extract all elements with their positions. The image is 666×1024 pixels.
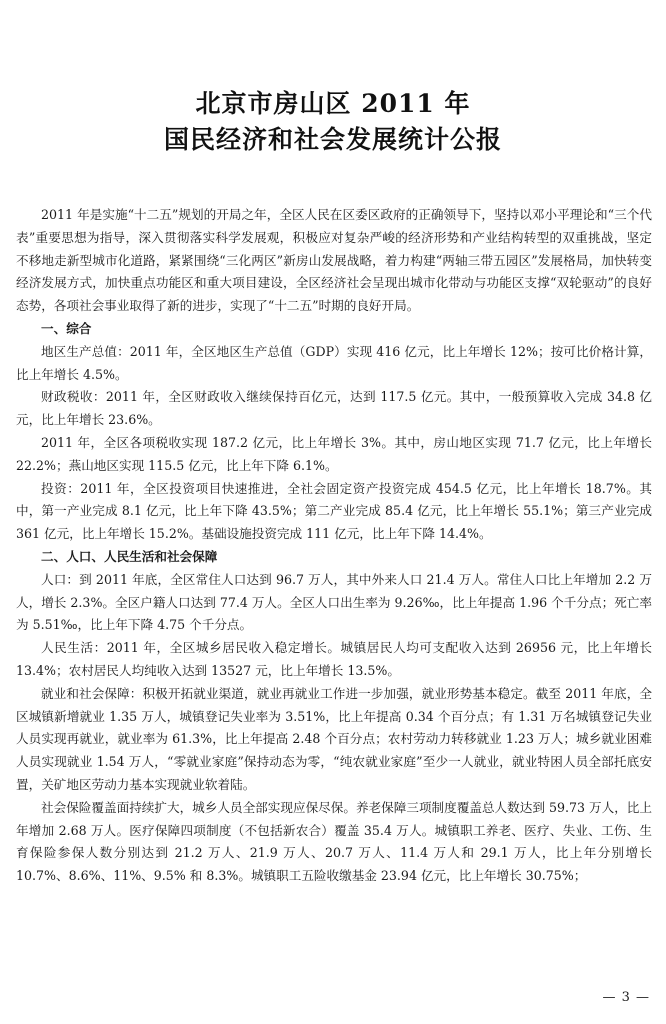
document-body	[16, 204, 652, 888]
paragraph-population: 人口：到 2011 年底，全区常住人口达到 96.7 万人，其中外来人口 21.4 万人。常住人口比上年增加 2.2 万人，增长 2.3%。全区户籍人口达到 77.4 万人。全区人口出生率为 9.26‰，比上年提高 1.96 个千分点；死亡率为 5.51‰，比上年下降 4.75 个千分点。	[16, 571, 652, 633]
paragraph-finance: 财政税收：2011 年，全区财政收入继续保持百亿元，达到 117.5 亿元。其中，一般预算收入完成 34.8 亿元，比上年增长 23.6%。	[16, 389, 652, 428]
section-heading-population: 二、人口、人民生活和社会保障	[41, 548, 218, 564]
section-heading-general: 一、综合	[41, 320, 92, 336]
paragraph-gdp: 地区生产总值：2011 年，全区地区生产总值（GDP）实现 416 亿元，比上年增长 12%；按可比价格计算，比上年增长 4.5%。	[16, 343, 652, 382]
paragraph-social-insurance: 社会保险覆盖面持续扩大，城乡人员全部实现应保尽保。养老保障三项制度覆盖总人数达到 59.73 万人，比上年增加 2.68 万人。医疗保障四项制度（不包括新农合）覆盖 35.4 万人。城镇职工养老、医疗、失业、工伤、生育保险参保人数分别达到 21.2 万人、21.9 万人、20.7 万人、11.4 万人和 29.1 万人，比上年分别增长 10.7%、8.6%、11%、9.5% 和 8.3%。城镇职工五险收缴基金 23.94 亿元，比上年增长 30.75%；	[16, 799, 652, 884]
paragraph-living: 人民生活：2011 年，全区城乡居民收入稳定增长。城镇居民人均可支配收入达到 26956 元，比上年增长 13.4%；农村居民人均纯收入达到 13527 元，比上年增长 13.5%。	[16, 640, 652, 678]
title-line-1: 北京市房山区 2011 年	[195, 89, 471, 118]
paragraph-employment: 就业和社会保障：积极开拓就业渠道，就业再就业工作进一步加强，就业形势基本稳定。截至 2011 年底，全区城镇新增就业 1.35 万人，城镇登记失业率为 3.51%，比上年提高 0.34 个百分点；有 1.31 万名城镇登记失业人员实现再就业，就业率为 61.3%，比上年提高 2.48 个百分点；农村劳动力转移就业 1.23 万人；城乡就业困难人员实现就业 1.54 万人，“零就业家庭”保持动态为零，“纯农就业家庭”至少一人就业，就业特困人员全部托底安置，关矿地区劳动力基本实现就业软着陆。	[16, 685, 652, 792]
paragraph-investment: 投资：2011 年，全区投资项目快速推进，全社会固定资产投资完成 454.5 亿元，比上年增长 18.7%。其中，第一产业完成 8.1 亿元，比上年下降 43.5%；第二产业完成 85.4 亿元，比上年增长 55.1%；第三产业完成 361 亿元，比上年增长 15.2%。基础设施投资完成 111 亿元，比上年下降 14.4%。	[16, 480, 652, 542]
page-number: — 3 —	[602, 990, 650, 1005]
intro-paragraph: 2011 年是实施“十二五”规划的开局之年，全区人民在区委区政府的正确领导下，坚持以邓小平理论和“三个代表”重要思想为指导，深入贯彻落实科学发展观，积极应对复杂严峻的经济形势和产业结构转型的双重挑战，坚定不移地走新型城市化道路，紧紧围绕“三化两区”新房山发展战略，着力构建“两轴三带五园区”发展格局，加快转变经济发展方式，加快重点功能区和重大项目建设，全区经济社会呈现出城市化带动与功能区支撑“双轮驱动”的良好态势，各项社会事业取得了新的进步，实现了“十二五”时期的良好开局。	[16, 207, 652, 314]
paragraph-tax: 2011 年，全区各项税收实现 187.2 亿元，比上年增长 3%。其中，房山地区实现 71.7 亿元，比上年增长 22.2%；燕山地区实现 115.5 亿元，比上年下降 6.1%。	[16, 434, 652, 473]
title-line-2: 国民经济和社会发展统计公报	[163, 125, 502, 154]
